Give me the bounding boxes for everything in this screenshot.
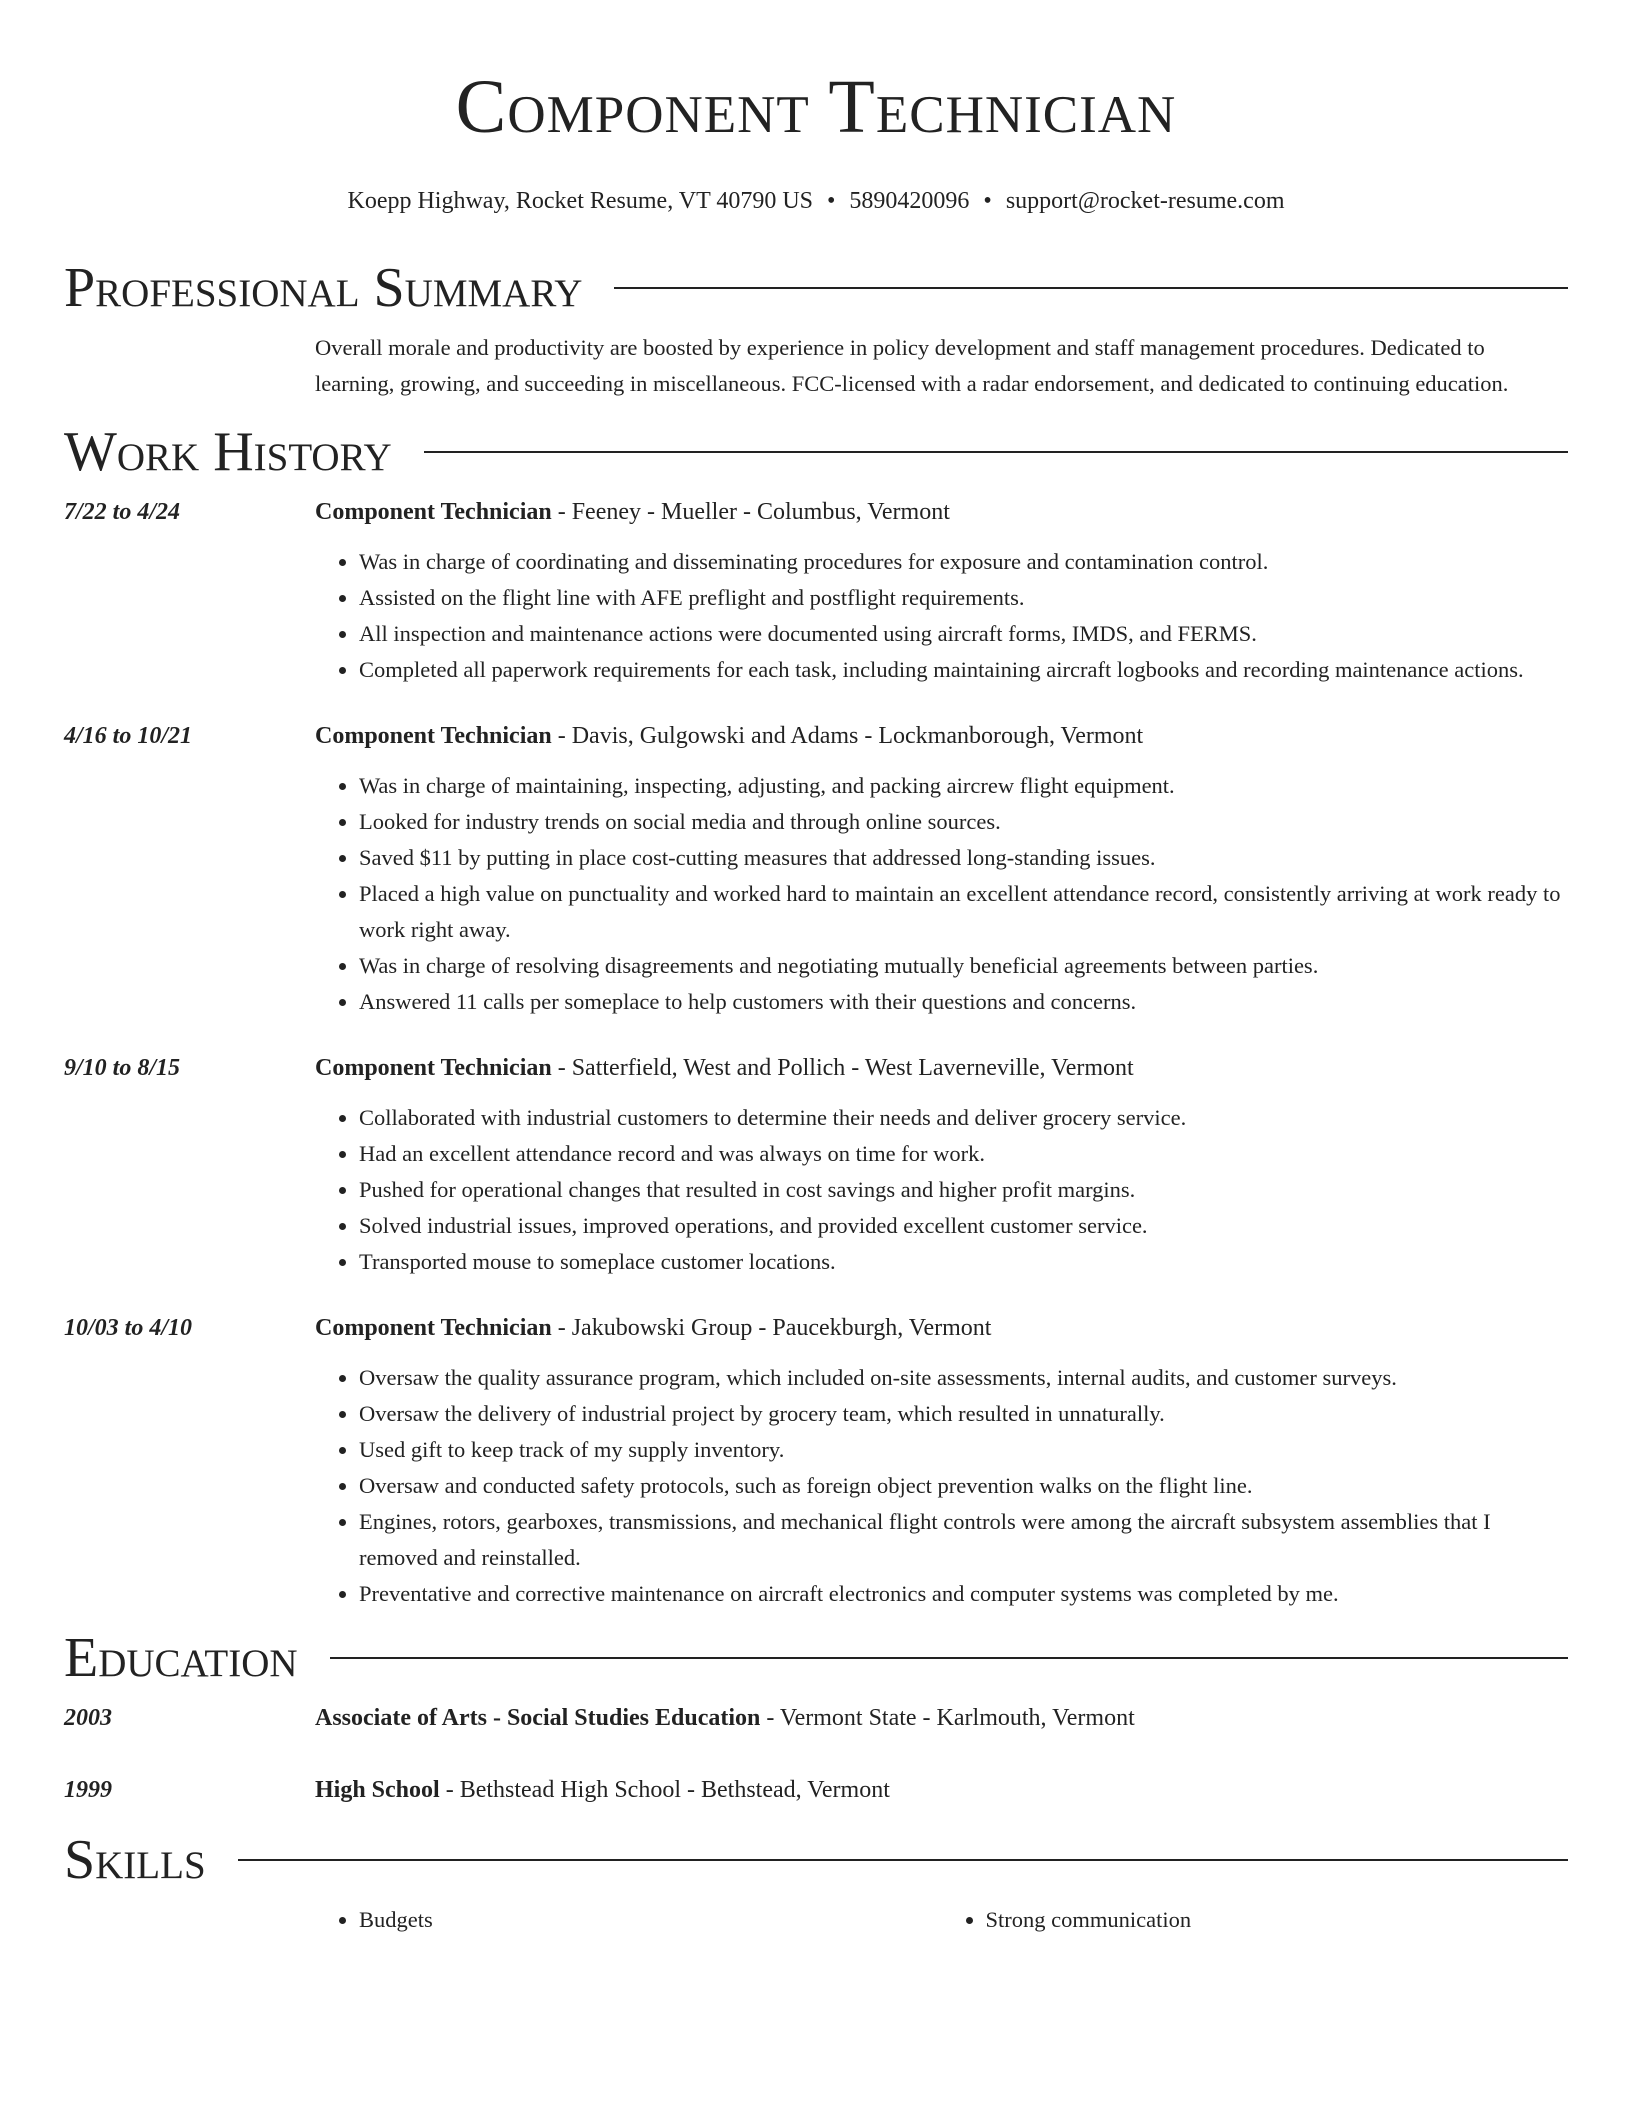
work-bullet: • All inspection and maintenance actions were documented using aircraft forms, IMDS, and FERMS. [359, 616, 1568, 652]
skills-column-right [942, 1902, 1569, 1938]
skills-list [315, 1902, 1568, 1938]
work-bullet: • Answered 11 calls per someplace to help customers with their questions and concerns. [359, 984, 1568, 1020]
section-skills [64, 1830, 1568, 1890]
work-bullet: • Assisted on the flight line with AFE preflight and postflight requirements. [359, 580, 1568, 616]
resume-name: Component Technician [455, 65, 1177, 149]
work-bullet: • Engines, rotors, gearboxes, transmissions, and mechanical flight controls were among the aircraft subsystem assemblies that I removed and reinstalled. [359, 1504, 1568, 1576]
work-bullet: • Was in charge of coordinating and disseminating procedures for exposure and contamination control. [359, 544, 1568, 580]
work-dates: 10/03 to 4/10 [64, 1315, 193, 1341]
work-bullet: • Placed a high value on punctuality and worked hard to maintain an excellent attendance record, consistently arriving at work ready to work right away. [359, 876, 1568, 948]
contact-separator: • [827, 188, 836, 214]
work-employer: - Jakubowski Group - Paucekburgh, Vermont [551, 1315, 992, 1341]
section-work-history [64, 422, 1568, 482]
work-entry [64, 1310, 1568, 1612]
section-education [64, 1628, 1568, 1688]
work-title [315, 1310, 1568, 1346]
work-bullets [315, 544, 1568, 688]
work-title [315, 718, 1568, 754]
education-entry [64, 1772, 1568, 1808]
section-professional-summary [64, 258, 1568, 318]
work-bullet: • Used gift to keep track of my supply inventory. [359, 1432, 1568, 1468]
work-employer: - Satterfield, West and Pollich - West Laverneville, Vermont [551, 1055, 1134, 1081]
work-role: Component Technician [315, 723, 552, 749]
work-bullet: • Saved $11 by putting in place cost-cutting measures that addressed long-standing issues. [359, 840, 1568, 876]
work-employer: - Feeney - Mueller - Columbus, Vermont [551, 499, 950, 525]
section-divider [238, 1859, 1568, 1861]
work-entry [64, 494, 1568, 688]
education-year: 1999 [64, 1777, 112, 1803]
work-title [315, 494, 1568, 530]
work-bullet: • Pushed for operational changes that resulted in cost savings and higher profit margins. [359, 1172, 1568, 1208]
work-bullet: • Oversaw the quality assurance program, which included on-site assessments, internal audits, and customer surveys. [359, 1360, 1568, 1396]
work-bullet: • Solved industrial issues, improved operations, and provided excellent customer service. [359, 1208, 1568, 1244]
work-bullet: • Oversaw the delivery of industrial project by grocery team, which resulted in unnaturally. [359, 1396, 1568, 1432]
section-divider [614, 287, 1568, 289]
summary-text: Overall morale and productivity are boosted by experience in policy development and staff management procedures. Dedicated to learning, growing, and succeeding in miscellaneous. FCC-licensed with a radar endorsement, and dedicated to continuing education. [315, 335, 1509, 396]
education-entry [64, 1700, 1568, 1736]
education-title [315, 1700, 1568, 1736]
work-bullet: • Completed all paperwork requirements for each task, including maintaining aircraft logbooks and recording maintenance actions. [359, 652, 1568, 688]
work-bullet: • Was in charge of resolving disagreements and negotiating mutually beneficial agreements between parties. [359, 948, 1568, 984]
section-divider [424, 451, 1568, 453]
work-dates: 4/16 to 10/21 [64, 723, 193, 749]
work-dates: 7/22 to 4/24 [64, 499, 181, 525]
work-bullets [315, 768, 1568, 1020]
education-title [315, 1772, 1568, 1808]
section-title: Skills [64, 1829, 206, 1891]
education-degree: High School [315, 1777, 440, 1803]
work-bullet: • Looked for industry trends on social media and through online sources. [359, 804, 1568, 840]
work-bullet: • Collaborated with industrial customers to determine their needs and deliver grocery service. [359, 1100, 1568, 1136]
education-year: 2003 [64, 1705, 112, 1731]
work-bullet: • Oversaw and conducted safety protocols, such as foreign object prevention walks on the flight line. [359, 1468, 1568, 1504]
work-role: Component Technician [315, 1055, 552, 1081]
section-title: Education [64, 1627, 298, 1689]
work-dates: 9/10 to 8/15 [64, 1055, 181, 1081]
skills-column-left [315, 1902, 942, 1938]
work-bullet: • Had an excellent attendance record and was always on time for work. [359, 1136, 1568, 1172]
work-title [315, 1050, 1568, 1086]
contact-separator: • [983, 188, 992, 214]
contact-line [64, 186, 1568, 216]
work-employer: - Davis, Gulgowski and Adams - Lockmanborough, Vermont [551, 723, 1144, 749]
work-bullet: • Transported mouse to someplace customer locations. [359, 1244, 1568, 1280]
skill-item: • Budgets [359, 1902, 942, 1938]
work-bullet: • Preventative and corrective maintenance on aircraft electronics and computer systems was completed by me. [359, 1576, 1568, 1612]
work-bullets [315, 1360, 1568, 1612]
work-role: Component Technician [315, 1315, 552, 1341]
section-title: Work History [64, 421, 392, 483]
contact-address: Koepp Highway, Rocket Resume, VT 40790 US [347, 188, 813, 214]
work-entry [64, 1050, 1568, 1280]
section-title: Professional Summary [64, 257, 583, 319]
work-entry [64, 718, 1568, 1020]
work-bullet: • Was in charge of maintaining, inspecting, adjusting, and packing aircrew flight equipment. [359, 768, 1568, 804]
education-school: - Bethstead High School - Bethstead, Vermont [439, 1777, 890, 1803]
education-degree: Associate of Arts - Social Studies Education [315, 1705, 761, 1731]
contact-phone: 5890420096 [849, 188, 970, 214]
contact-email: support@rocket-resume.com [1005, 188, 1285, 214]
section-divider [330, 1657, 1568, 1659]
work-bullets [315, 1100, 1568, 1280]
skill-item: • Strong communication [986, 1902, 1569, 1938]
education-school: - Vermont State - Karlmouth, Vermont [760, 1705, 1135, 1731]
work-role: Component Technician [315, 499, 552, 525]
